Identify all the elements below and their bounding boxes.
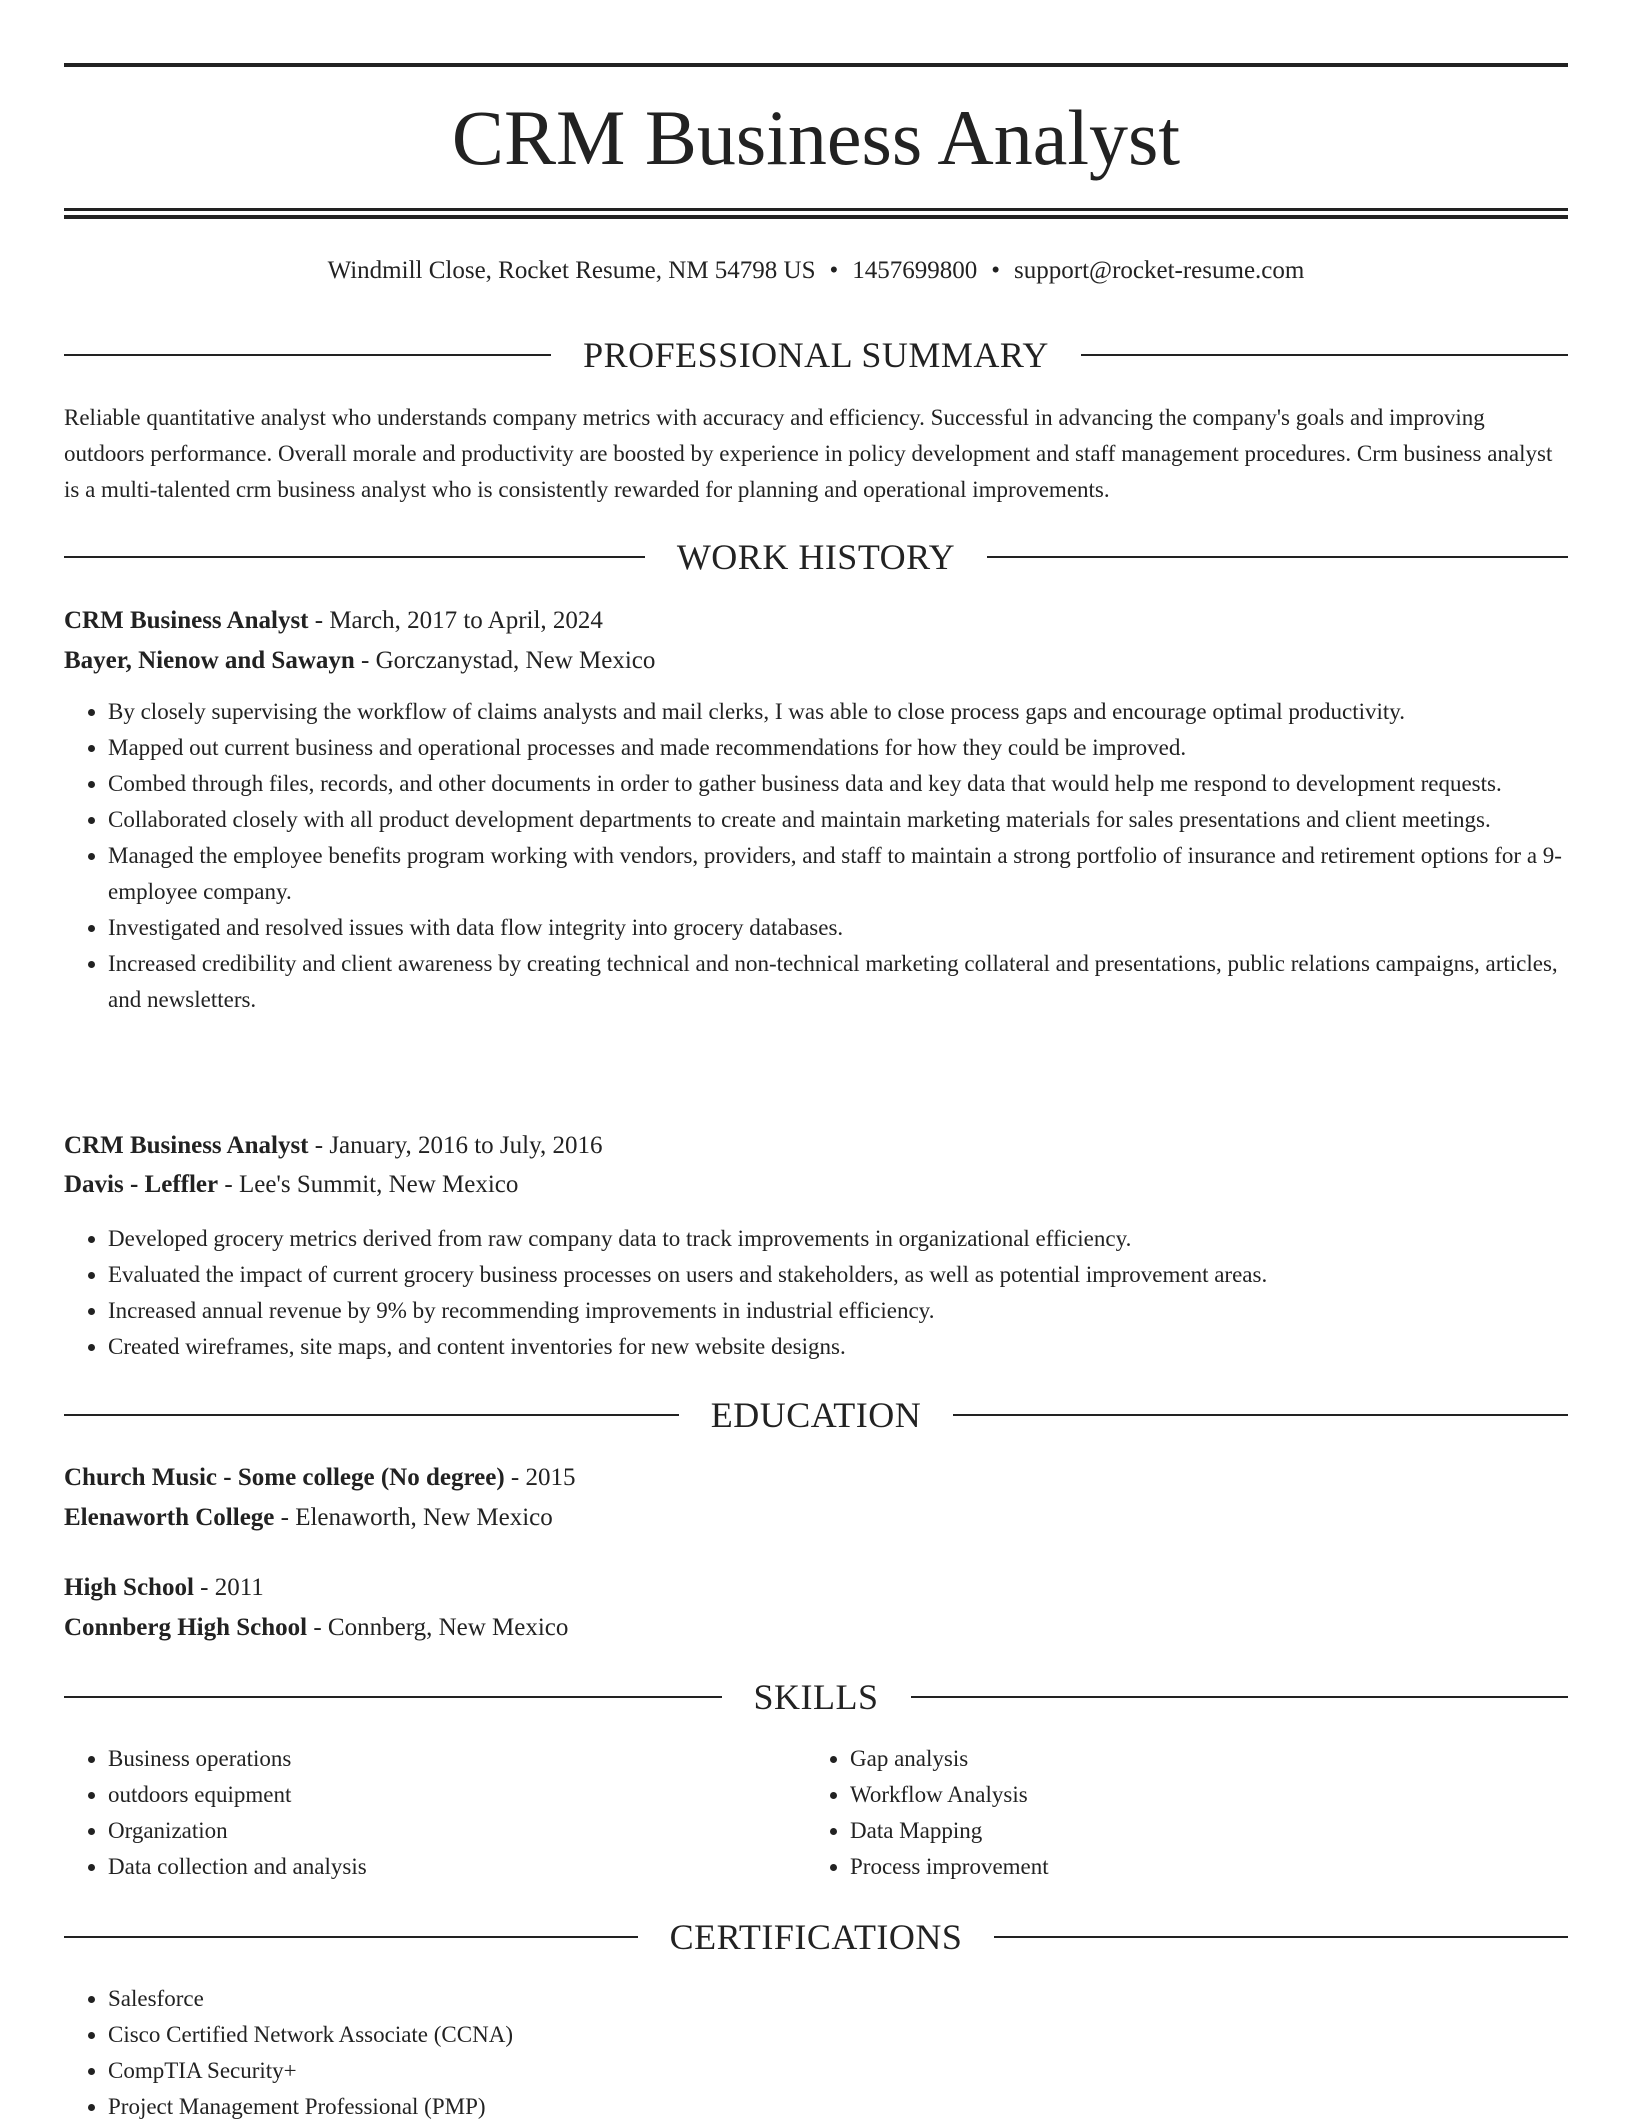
section-heading-summary <box>64 332 1568 378</box>
skill-item: • outdoors equipment <box>108 1777 367 1813</box>
skills-grid <box>64 1741 1568 1891</box>
skill-item: • Gap analysis <box>850 1741 1049 1777</box>
section-title: WORK HISTORY <box>676 537 956 577</box>
education-degree: High School <box>64 1574 194 1601</box>
job-company: Bayer, Nienow and Sawayn <box>64 647 355 674</box>
job-company-line <box>64 642 1568 680</box>
heading-rule <box>953 1414 1568 1416</box>
section-heading-certifications <box>64 1914 1568 1960</box>
certification-item: • Cisco Certified Network Associate (CCNA) <box>108 2017 1568 2053</box>
job-bullet: • Collaborated closely with all product development departments to create and maintain marketing materials for sales presentations and client meetings. <box>108 802 1568 838</box>
summary-text: Reliable quantitative analyst who understands company metrics with accuracy and efficiency. Successful in advancing the company's goals and improving outdoors performance. Overall morale and productivity are boosted by experience in policy development and staff management procedures. Crm business analyst is a multi-talented crm business analyst who is consistently rewarded for planning and operational improvements. <box>64 405 1553 502</box>
skill-item: • Data collection and analysis <box>108 1849 367 1885</box>
skill-item: • Organization <box>108 1813 367 1849</box>
contact-line <box>64 253 1568 289</box>
job-bullet-list <box>64 1221 1568 1365</box>
contact-email: support@rocket-resume.com <box>1014 257 1305 284</box>
heading-rule <box>987 556 1568 558</box>
heading-rule <box>911 1696 1569 1698</box>
section-heading-education <box>64 1392 1568 1438</box>
contact-address: Windmill Close, Rocket Resume, NM 54798 US <box>327 257 816 284</box>
education-year: - 2011 <box>193 1574 264 1601</box>
education-school-line <box>64 1609 1568 1647</box>
skill-item: • Business operations <box>108 1741 367 1777</box>
education-school: Connberg High School <box>64 1614 308 1641</box>
certifications-list <box>64 1981 1568 2125</box>
education-school-line <box>64 1499 1568 1537</box>
heading-rule <box>64 354 551 356</box>
job-company: Davis - Leffler <box>64 1171 219 1198</box>
title-rule-lower <box>64 215 1568 219</box>
top-rule <box>64 63 1568 67</box>
section-heading-work-history <box>64 534 1568 580</box>
heading-rule <box>64 1696 722 1698</box>
heading-rule <box>1081 354 1568 356</box>
skill-item: • Data Mapping <box>850 1813 1049 1849</box>
education-location: - Connberg, New Mexico <box>307 1614 569 1641</box>
education-year: - 2015 <box>504 1464 576 1491</box>
job-location: - Lee's Summit, New Mexico <box>218 1171 519 1198</box>
job-bullet: • Investigated and resolved issues with data flow integrity into grocery databases. <box>108 910 1568 946</box>
certification-item: • CompTIA Security+ <box>108 2053 1568 2089</box>
job-bullet: • Combed through files, records, and other documents in order to gather business data and key data that would help me respond to development requests. <box>108 766 1568 802</box>
section-title: SKILLS <box>753 1677 879 1717</box>
heading-rule <box>64 1414 679 1416</box>
job-bullet: • Evaluated the impact of current grocery business processes on users and stakeholders, as well as potential improvement areas. <box>108 1257 1568 1293</box>
job-location: - Gorczanystad, New Mexico <box>354 647 656 674</box>
skills-list-right <box>806 1741 1049 1885</box>
job-bullet: • Created wireframes, site maps, and content inventories for new website designs. <box>108 1329 1568 1365</box>
job-dates: - January, 2016 to July, 2016 <box>308 1132 603 1159</box>
job-title-line <box>64 1127 1568 1165</box>
heading-rule <box>994 1936 1568 1938</box>
certification-item: • Salesforce <box>108 1981 1568 2017</box>
job-title-line <box>64 602 1568 640</box>
job-bullet: • Managed the employee benefits program working with vendors, providers, and staff to maintain a strong portfolio of insurance and retirement options for a 9-employee company. <box>108 838 1568 910</box>
section-title: CERTIFICATIONS <box>669 1917 963 1957</box>
section-title: EDUCATION <box>710 1395 922 1435</box>
education-location: - Elenaworth, New Mexico <box>274 1504 553 1531</box>
certification-item: • Project Management Professional (PMP) <box>108 2089 1568 2125</box>
job-bullet: • Increased annual revenue by 9% by recommending improvements in industrial efficiency. <box>108 1293 1568 1329</box>
skill-item: • Workflow Analysis <box>850 1777 1049 1813</box>
resume-title: CRM Business Analyst <box>451 94 1181 181</box>
contact-phone: 1457699800 <box>852 257 978 284</box>
section-heading-skills <box>64 1674 1568 1720</box>
education-school: Elenaworth College <box>64 1504 275 1531</box>
education-degree-line <box>64 1459 1568 1497</box>
education-degree-line <box>64 1569 1568 1607</box>
skills-list-left <box>64 1741 367 1885</box>
contact-separator: • <box>991 257 1001 284</box>
job-title: CRM Business Analyst <box>64 607 309 634</box>
section-title: PROFESSIONAL SUMMARY <box>583 335 1049 375</box>
job-title: CRM Business Analyst <box>64 1132 309 1159</box>
job-bullet-list <box>64 694 1568 1018</box>
title-rule-upper <box>64 208 1568 211</box>
heading-rule <box>64 1936 638 1938</box>
job-bullet: • Mapped out current business and operational processes and made recommendations for how they could be improved. <box>108 730 1568 766</box>
job-bullet: • Developed grocery metrics derived from raw company data to track improvements in organizational efficiency. <box>108 1221 1568 1257</box>
skill-item: • Process improvement <box>850 1849 1049 1885</box>
job-bullet: • By closely supervising the workflow of claims analysts and mail clerks, I was able to close process gaps and encourage optimal productivity. <box>108 694 1568 730</box>
education-degree: Church Music - Some college (No degree) <box>64 1464 505 1491</box>
job-bullet: • Increased credibility and client awareness by creating technical and non-technical marketing collateral and presentations, public relations campaigns, articles, and newsletters. <box>108 946 1568 1018</box>
contact-separator: • <box>829 257 839 284</box>
job-dates: - March, 2017 to April, 2024 <box>308 607 603 634</box>
heading-rule <box>64 556 645 558</box>
job-company-line <box>64 1166 1568 1204</box>
